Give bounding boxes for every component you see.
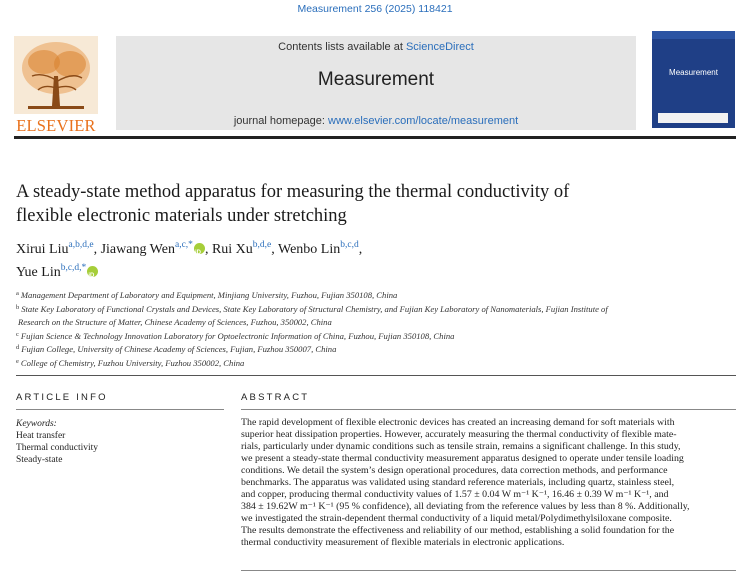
- header-divider: [14, 136, 736, 139]
- author-list: Xirui Liu$^{a,b,d,e}$, Jiawang Wen$^{a,c,*}$iD , Rui Xu$^{b,d,e}$, Wenbo Lin$^{b,c,d}$, Yue Lin$^{b,c,d,*}$iD: [16, 236, 716, 282]
- homepage-line: [116, 115, 636, 127]
- keywords-block: [16, 418, 216, 466]
- abstract-heading: ABSTRACT: [241, 392, 310, 403]
- elsevier-wordmark: ELSEVIER: [16, 116, 96, 135]
- contents-prefix: Contents lists available at: [278, 41, 403, 53]
- author-affiliation-marker[interactable]: b,c,d,*: [60, 263, 87, 273]
- title-line-2: flexible electronic materials under stretching: [16, 206, 347, 226]
- affiliations: [16, 288, 736, 370]
- affiliation-line: $^e$ College of Chemistry, Fuzhou University, Fuzhou 350002, China: [16, 357, 245, 368]
- article-title: [16, 180, 666, 228]
- abstract-line: we present a steady-state thermal conductivity measurement apparatus designed to operate under tensile loading: [241, 453, 684, 464]
- author-affiliation-marker[interactable]: b,c,d: [340, 240, 359, 250]
- affiliation-line: Research on the Structure of Matter, Chinese Academy of Sciences, Fuzhou, 350002, China: [18, 317, 332, 328]
- abstract-bottom-rule: [241, 570, 736, 571]
- author[interactable]: Xirui Liu$^{a,b,d,e}$: [16, 240, 94, 257]
- homepage-prefix: journal homepage:: [233, 115, 325, 127]
- article-info-underline: [16, 409, 224, 410]
- journal-homepage-link[interactable]: www.elsevier.com/locate/measurement: [328, 115, 519, 127]
- author-affiliation-marker[interactable]: a,b,d,e: [68, 240, 94, 250]
- journal-cover-thumbnail[interactable]: [652, 31, 735, 128]
- author[interactable]: Yue Lin$^{b,c,d,*}$iD: [16, 265, 98, 280]
- keyword: Heat transfer: [16, 431, 66, 441]
- abstract-line: conditions. We detail the system’s design operational procedures, data correction methods, and performance: [241, 465, 668, 476]
- abstract-line: The results demonstrate the effectiveness and reliability of our method, establishing a solid foundation for the: [241, 525, 675, 536]
- journal-name[interactable]: Measurement: [317, 69, 435, 90]
- author[interactable]: Jiawang Wen$^{a,c,*}$iD: [101, 242, 205, 257]
- article-info-heading: ARTICLE INFO: [16, 392, 108, 403]
- abstract-line: we investigated the strain-dependent thermal conductivity of a liquid metal/Polydimethylsiloxane composite.: [241, 513, 672, 524]
- abstract-underline: [241, 409, 736, 410]
- cover-title: Measurement: [669, 68, 718, 77]
- abstract-line: The rapid development of flexible electronic devices has created an increasing demand for soft materials with: [241, 417, 675, 428]
- author[interactable]: Rui Xu$^{b,d,e}$: [211, 240, 272, 257]
- section-divider: [16, 375, 736, 376]
- abstract-line: rials, particularly under dynamic conditions such as tensile strain, remains a significant challenge. In this study,: [241, 441, 681, 452]
- contents-line: [116, 41, 636, 53]
- sciencedirect-link[interactable]: ScienceDirect: [405, 41, 474, 53]
- affiliation-line: $^c$ Fujian Science & Technology Innovation Laboratory for Optoelectronic Information of China, Fuzhou, Fujian 350108, China: [16, 330, 455, 341]
- author[interactable]: Wenbo Lin$^{b,c,d}$: [278, 240, 359, 257]
- affiliation-line: $^a$ Management Department of Laboratory and Equipment, Minjiang University, Fuzhou, Fujian 350108, China: [16, 290, 398, 300]
- author-affiliation-marker[interactable]: a,c,*: [175, 240, 193, 250]
- abstract-line: benchmarks. The apparatus was validated using standard reference materials, including quartz, stainless steel,: [241, 477, 675, 488]
- title-line-1: A steady-state method apparatus for measuring the thermal conductivity of: [16, 182, 570, 202]
- affiliation-line: $^d$ Fujian College, University of Chinese Academy of Sciences, Fujian, Fuzhou 350007, China: [16, 344, 337, 355]
- journal-masthead: [116, 36, 636, 130]
- keyword: Steady-state: [16, 455, 63, 465]
- orcid-icon[interactable]: [87, 266, 98, 277]
- abstract-line: thermal conductivity measurement of flexible materials in electronic applications.: [241, 537, 565, 548]
- keyword: Thermal conductivity: [16, 443, 99, 453]
- affiliation-line: $^b$ State Key Laboratory of Functional Crystals and Devices, State Key Laboratory of Structural Chemistry, and Fujian Key Laboratory of Nanomaterials, Fujian Institute of: [16, 303, 608, 314]
- cover-top-band: [652, 31, 735, 39]
- cover-bottom-band: [658, 113, 728, 123]
- journal-reference[interactable]: Measurement 256 (2025) 118421: [297, 3, 453, 15]
- abstract-line: superior heat dissipation properties. However, accurately measuring the thermal conductivity of flexible mate-: [241, 429, 677, 440]
- author-affiliation-marker[interactable]: b,d,e: [252, 240, 272, 250]
- abstract-line: and copper, producing thermal conductivity values of 1.57 ± 0.04 W m⁻¹ K⁻¹, 16.46 ± 0.39 W m⁻¹ K⁻¹, and: [241, 489, 669, 500]
- orcid-icon[interactable]: [194, 243, 205, 254]
- elsevier-logo[interactable]: [14, 36, 98, 135]
- abstract-text: [241, 417, 736, 549]
- abstract-line: 384 ± 19.62W m⁻¹ K⁻¹ (95 % confidence), all deviating from the reference values by less than 8 %. Additionally,: [241, 501, 690, 512]
- elsevier-tree-icon: [14, 36, 98, 114]
- keywords-title: Keywords:: [16, 419, 57, 429]
